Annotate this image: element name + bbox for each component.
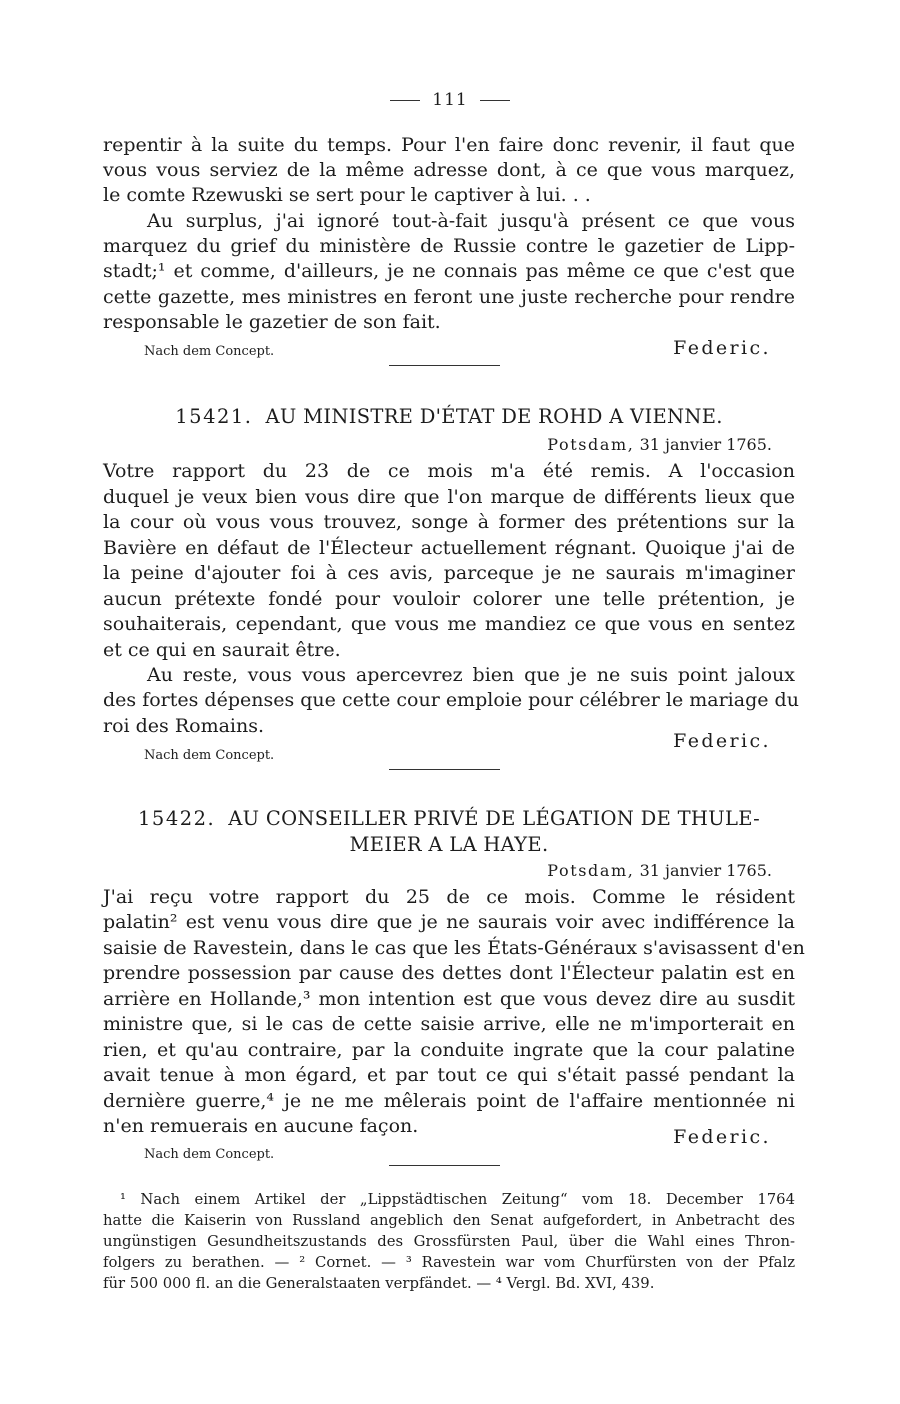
dateline (547, 434, 772, 456)
footnote-line: für 500 000 fl. an die Generalstaaten verpfändet. — ⁴ Vergl. Bd. XVI, 439. (103, 1275, 655, 1292)
text-line: avait tenue à mon égard, et par tout ce qui s'était passé pendant la (103, 1064, 795, 1086)
text-line: repentir à la suite du temps. Pour l'en faire donc revenir, il faut que (103, 134, 795, 156)
footnote-line: ¹ Nach einem Artikel der „Lippstädtischen Zeitung“ vom 18. December 1764 (120, 1191, 795, 1208)
header-dash-right (480, 100, 510, 101)
dateline (547, 860, 772, 882)
text-line: responsable le gazetier de son fait. (103, 311, 441, 333)
text-line: le comte Rzewuski se sert pour le captiver à lui. . . (103, 184, 591, 206)
signature: Federic. (673, 337, 771, 359)
letter-number: 15422. (138, 807, 216, 830)
text-line: ministre que, si le cas de cette saisie arrive, elle ne m'importerait en (103, 1013, 795, 1035)
separator-rule (389, 365, 500, 366)
text-line: Au surplus, j'ai ignoré tout-à-fait jusqu'à présent ce que vous (147, 210, 795, 232)
separator-rule (389, 769, 500, 770)
text-line: palatin² est venu vous dire que je ne saurais voir avec indifférence la (103, 911, 795, 933)
footnote-line: ungünstigen Gesundheitszustands des Grossfürsten Paul, über die Wahl eines Thron- (103, 1233, 795, 1250)
text-line: marquez du grief du ministère de Russie contre le gazetier de Lipp- (103, 235, 795, 257)
text-line: dernière guerre,⁴ je ne me mêlerais point de l'affaire mentionnée ni (103, 1090, 795, 1112)
letter-title: AU MINISTRE D'ÉTAT DE ROHD A VIENNE. (265, 405, 723, 428)
letter-heading (103, 404, 795, 430)
dateline-date: 31 janvier 1765. (639, 861, 772, 880)
separator-rule (389, 1165, 500, 1166)
page-header (0, 89, 900, 111)
text-line: souhaiterais, cependant, que vous me mandiez ce que vous en sentez (103, 613, 795, 635)
text-line: prendre possession par cause des dettes dont l'Électeur palatin est en (103, 962, 795, 984)
page-number: 111 (432, 90, 468, 110)
footnote-line: folgers zu berathen. — ² Cornet. — ³ Ravestein war vom Churfürsten von der Pfalz (103, 1254, 795, 1271)
text-line: des fortes dépenses que cette cour emploie pour célébrer le mariage du (103, 689, 799, 711)
text-line: Votre rapport du 23 de ce mois m'a été remis. A l'occasion (103, 460, 795, 482)
text-line: n'en remuerais en aucune façon. (103, 1115, 419, 1137)
text-line: Au reste, vous vous apercevrez bien que je ne suis point jaloux (147, 664, 795, 686)
letter-number: 15421. (175, 405, 253, 428)
header-dash-left (390, 100, 420, 101)
letter-title: AU CONSEILLER PRIVÉ DE LÉGATION DE THULE- (228, 807, 760, 830)
text-line: arrière en Hollande,³ mon intention est que vous devez dire au susdit (103, 988, 795, 1010)
text-line: Bavière en défaut de l'Électeur actuellement régnant. Quoique j'ai de (103, 537, 795, 559)
text-line: saisie de Ravestein, dans le cas que les États-Généraux s'avisassent d'en (103, 937, 805, 959)
footnote-line: hatte die Kaiserin von Russland angeblich den Senat aufgefordert, in Anbetracht des (103, 1212, 795, 1229)
source-note: Nach dem Concept. (144, 748, 275, 763)
text-line: cette gazette, mes ministres en feront une juste recherche pour rendre (103, 286, 795, 308)
dateline-place: Potsdam, (547, 435, 635, 454)
text-line: duquel je veux bien vous dire que l'on marque de différents lieux que (103, 486, 795, 508)
text-line: J'ai reçu votre rapport du 25 de ce mois. Comme le résident (103, 886, 795, 908)
text-line: la cour où vous vous trouvez, songe à former des prétentions sur la (103, 511, 795, 533)
text-line: aucun prétexte fondé pour vouloir colorer une telle prétention, je (103, 588, 795, 610)
text-line: rien, et qu'au contraire, par la conduite ingrate que la cour palatine (103, 1039, 795, 1061)
text-line: stadt;¹ et comme, d'ailleurs, je ne connais pas même ce que c'est que (103, 260, 795, 282)
text-line: la peine d'ajouter foi à ces avis, parceque je ne saurais m'imaginer (103, 562, 795, 584)
signature: Federic. (673, 730, 771, 752)
dateline-date: 31 janvier 1765. (639, 435, 772, 454)
dateline-place: Potsdam, (547, 861, 635, 880)
letter-heading-continued: MEIER A LA HAYE. (349, 833, 549, 856)
text-line: et ce qui en saurait être. (103, 639, 341, 661)
source-note: Nach dem Concept. (144, 1147, 275, 1162)
text-line: vous vous serviez de la même adresse dont, à ce que vous marquez, (103, 159, 795, 181)
letter-heading (103, 806, 795, 832)
source-note: Nach dem Concept. (144, 344, 275, 359)
signature: Federic. (673, 1126, 771, 1148)
text-line: roi des Romains. (103, 715, 265, 737)
